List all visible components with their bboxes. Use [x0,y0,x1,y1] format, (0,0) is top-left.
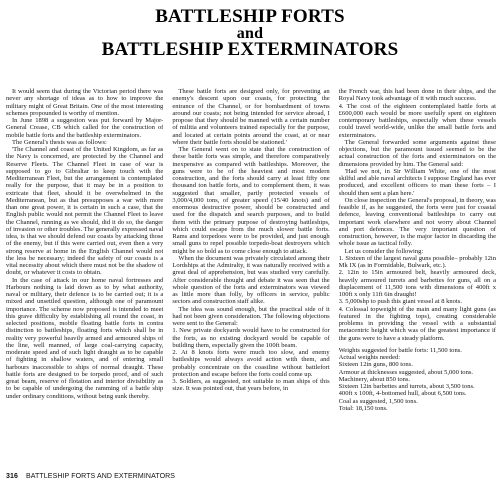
column-middle [172,88,329,464]
article-title [0,8,500,59]
article-body [6,88,496,464]
paragraph: The General went on to state that the construction of these battle forts was simple, and therefore comparatively inexpensive as compared with battleships. Moreover, the guns were to be of the heaviest and most modern construction, and the forts should carry at least fifty one thousand ton battle forts, and to complement them, it was suggested that smaller, partly protected vessels of 3,000/4,000 tons, of greater speed (15/40 knots) and of enormous destructive power, should be constructed and used for the dispatch and search purposes, and to build them with the primary purpose of destroying battleships, which could escape from the much slower battle forts. Rams and torpedoes were to be provided, and just enough small guns to repel possible torpedo-boat destroyers which might be so bold as to come close enough to attack. [172,146,330,255]
consideration-item: 4. Colossal topweight of the main and many light guns (as featured in the fighting tops), creating considerable problems in providing the vessel with a substantial metacentric height which was of the greatest importance if the guns were to have a steady platform. [338,305,496,342]
consideration-item: 2. 12in to 15in armoured belt, heavily armoured deck, heavily armoured turrets and barbettes for guns, all on a displacement of 11,500 tons with dimensions of 400ft x 100ft x only 11ft 6in draught! [338,269,496,298]
page-number: 316 [6,473,18,480]
consideration-item: 3. 5,000shp to push this giant vessel at 8 knots. [338,298,462,306]
objection-item: 1. New private dockyards would have to be constructed for the forts, as no existing dockyard would be capable of building them, especially given the 100ft beam. [172,327,330,349]
quote-paragraph: In the case of attack in our home naval fortresses and Harbours nothing is laid down as to by what authority, naval or military, their defence is to be carried out; it is a mixed and unsettled question, although one of paramount importance. The scheme now proposed is intended to meet this grave difficulty by establishing all round the coast, in selected positions, mobile floating battle forts in contra distinction to battleships, floating forts which shall be in reality very powerful heavily armed and armoured ships of the line, well manned, of large coal-carrying capacity, moderate speed and of such light draught as to be capable of fighting in shallow waters, and of entering small harbours inaccessible to ships of normal draught. These battle forts are designed to be torpedo proof, and of such great beam, reserve of flotation and interior divisibility as to be capable of undergoing the ramming of a battle ship under ordinary conditions, without being sunk thereby. [6,276,164,400]
paragraph: In June 1898 a suggestion was put forward by Major-General Crease, CB which called for the construction of mobile battle forts and the battleship exterminators. [6,117,164,139]
objection-item: 4. The cost of the eighteen contemplated battle forts at £600,000 each would be more usefully spent on eighteen contemporary battleships, especially when these vessels could travel world-wide, unlike the small battle forts and exterminators. [338,102,496,139]
paragraph: The General's thesis was as follows: [12,138,107,146]
title-line-1: BATTLESHIP FORTS [155,6,345,27]
objection-item: 2. At 8 knots forts were much too slow, and enemy battleships would always avoid action with them, and probably concentrate on the coastline without battlefort protection and escape before the forts could come up. [172,349,330,378]
paragraph: It would seem that during the Victorian period there was never any shortage of ideas as to how to improve the military might of Great Britain. One of the most interesting schemes propounded is worthy of mention. [6,88,164,117]
column-right [339,88,496,464]
weight-line: 400ft x 100ft, 4-bottomed hull, about 6,500 tons. [338,390,467,398]
column-left [6,88,163,464]
page-footer [6,473,175,480]
weight-line: Sixteen 12in barbettes and turrets, about 3,500 tons. [338,383,475,390]
quote-paragraph: These battle forts are designed only, for preventing an enemy's descent upon our coasts, for protecting the entrance of the Channel, or for bombardment of towns around our coasts; not being intended for service abroad, I propose that they should be manned with a certain number of militia and volunteers trained especially for the purpose, and located at certain points around the coast, at or near where their battle forts should be stationed.' [172,88,330,146]
paragraph: Let us consider the following: [344,247,424,255]
weight-line: Weights suggested for battle forts: 11,500 tons. [338,346,462,354]
paragraph: the French war, this had been done in their ships, and the Royal Navy took advantage of it with much success. [338,88,496,103]
weight-line: Machinery, about 850 tons. [338,375,411,383]
paragraph: The idea was sound enough, but the practical side of it had not been given consideration. The following objections were sent to the General: [172,305,330,327]
weight-total: Total: 18,150 tons. [338,404,388,412]
weight-line: Actual weights needed: [338,354,401,361]
quote-paragraph: 'The Channel and coast of the United Kingdom, as far as the Navy is concerned, are protected by the Channel and Reserve Fleets. The Channel Fleet in case of war is supposed to go to Gibraltar to keep touch with the Mediterranean Fleet, but the arrangement is contemplated really for the purpose, that it may be in a position to extricate that fleet, should it be overwhelmed in the Mediterranean, but as that presupposes a war with more than one great power, it is certain in such a case, that the English public would not permit the Channel Fleet to leave the Channel, running as we should, did it do so, the danger of invasion or other troubles. The generally expressed naval idea, is that we should defend our coasts by attacking those of the enemy, but if this were carried out, even then a very strong reserve at home in the English Channel would not the less be necessary; indeed the safety of our coasts is a vital necessity about which there must not be the shadow of doubt, or whatever it costs to obtain. [6,146,164,277]
consideration-item: 1. Sixteen of the largest naval guns possible– probably 12in Mk IX (as in Formidable, Bulwark, etc.). [338,254,496,269]
paragraph: The General forwarded some arguments against these objections, but the paramount issued seemed to be the actual construction of the forts and exterminators on the dimensions provided by him. The General said: [338,138,496,168]
title-line-2: and [236,25,264,42]
running-title: BATTLESHIP FORTS AND EXTERMINATORS [26,473,176,480]
title-line-3: BATTLESHIP EXTERMINATORS [101,39,399,60]
weight-line: Armour at thicknesses suggested, about 5,000 tons. [338,368,474,376]
weight-line: Sixteen 12in guns, 800 tons. [338,361,413,369]
weight-line: Coal as suggested, 1,500 tons. [338,397,418,405]
quote-paragraph: 'Had we not, in Sir William White, one of the most skilful and able naval architects I suppose England has ever produced, and excellent officers to man these forts – I should then sent a plan here.' [338,167,496,197]
paragraph: On close inspection the General's proposal, in theory, was feasible if, as he suggested, the forts were just for coastal defence, leaving conventional battleships to carry out important work elsewhere and not worry about Channel and port defences. The very important question of construction, however, is the major factor in discarding the whole issue as tactical folly. [338,196,496,248]
paragraph: When the document was privately circulated among their Lordships at the Admiralty, it was naturally received with a great deal of apprehension, but was studied very carefully. After considerable thought and debate it was seen that the whole question of the forts and exterminators was viewed as little more than folly, by officers in service, public sectors and construction staff alike. [172,254,330,306]
objection-item: 3. Soldiers, as suggested, not suitable to man ships of this size. It was pointed out, that years before, in [172,378,330,393]
